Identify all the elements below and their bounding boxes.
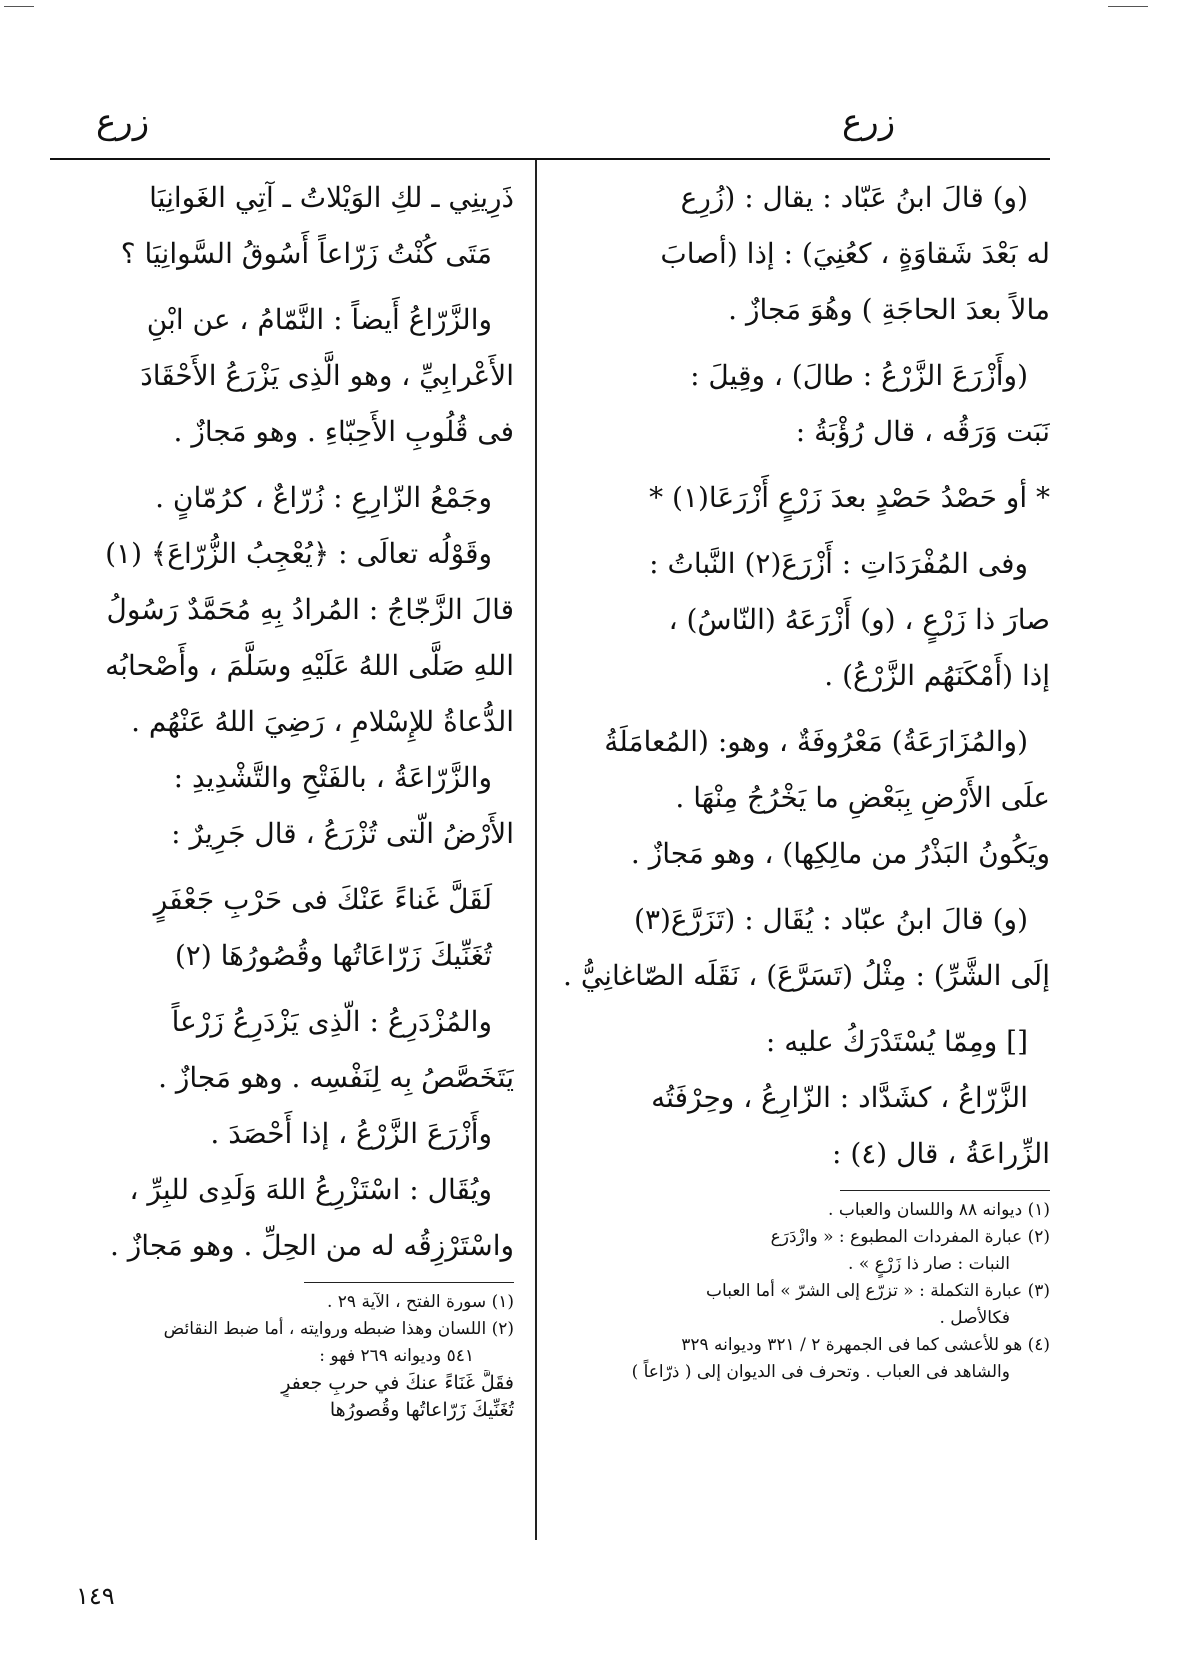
footnote-continuation: والشاهد فى العباب . وتحرف فى الديوان إلى ( ذرّاعاً )	[631, 1362, 1010, 1382]
text-line: ويَكُونُ البَذْرُ من مالِكِها) ، وهو مَجازٌ .	[630, 837, 1050, 870]
text-line: صارَ ذا زَرْعٍ ، (و) أَزْرَعَهُ (النّاسُ) ،	[668, 603, 1050, 636]
text-line: الدُّعاةُ للإِسْلامِ ، رَضِيَ اللهُ عَنْهُم .	[131, 705, 514, 738]
footnote-verse: فقَلَّ غَنَاءً عنكَ في حربِ جعفرٍ	[281, 1372, 514, 1394]
verse-line: تُغَنِّيكَ زَرّاعَاتُها وقُصُورُهَا (٢)	[174, 939, 492, 972]
text-line: علَى الأَرْضِ بِبَعْضِ ما يَخْرُجُ مِنْهَا .	[675, 781, 1050, 814]
text-line: الأَعْرابِيِّ ، وهو الَّذِى يَزْرَعُ الأَحْقَادَ	[140, 359, 514, 392]
footnote: (٢) اللسان وهذا ضبطه وروايته ، أما ضبط النقائض	[163, 1319, 514, 1339]
text-line: وقَوْلُه تعالَى : ﴿يُعْجِبُ الزُّرّاعَ﴾ (١)	[105, 537, 492, 570]
verse-line: لَقَلَّ غَناءً عَنْكَ فى حَرْبِ جَعْفَرٍ	[153, 883, 492, 916]
text-line: وأَزْرَعَ الزَّرْعُ ، إذا أَحْصَدَ .	[210, 1117, 492, 1150]
page-number: ١٤٩	[76, 1582, 115, 1610]
text-line: له بَعْدَ شَقاوَةٍ ، كعُنِيَ) : إذا (أصابَ	[660, 237, 1050, 270]
section-marker-line: [] ومِمّا يُسْتَدْرَكُ عليه :	[765, 1025, 1028, 1058]
text-line: وفى المُفْرَدَاتِ : أَزْرَعَ(٢) النَّباتُ :	[649, 547, 1028, 580]
text-line: (و) قالَ ابنُ عبّاد : يُقَال : (تَزَرَّعَ(٣)	[634, 903, 1028, 936]
text-line: وجَمْعُ الزّارِعِ : زُرّاعٌ ، كرُمّانٍ .	[155, 481, 492, 514]
text-line: والزَّرّاعُ أَيضاً : النَّمّامُ ، عن ابْنِ	[146, 303, 492, 336]
footnote-continuation: النبات : صار ذا زَرْعٍ » .	[848, 1254, 1010, 1274]
text-line: ويُقَال : اسْتَزْرِعُ اللهَ وَلَدِى للبِرِّ ،	[129, 1173, 492, 1206]
text-line: مالاً بعدَ الحاجَةِ ) وهُوَ مَجازٌ .	[728, 293, 1050, 326]
text-line: (والمُزَارَعَةُ) مَعْرُوفَةٌ ، وهو: (المُعامَلَةُ	[604, 725, 1028, 758]
text-line: (وأَزْرَعَ الزَّرْعُ : طالَ) ، وقِيلَ :	[690, 359, 1028, 392]
running-headword-right: زرع	[842, 102, 896, 142]
text-line: الزِّراعَةُ ، قال (٤) :	[831, 1137, 1050, 1170]
text-line: نَبَت وَرَقُه ، قال رُؤْبَةُ :	[795, 415, 1050, 448]
column-divider	[535, 160, 537, 1540]
verse-line: ذَرِينِي ـ لكِ الوَيْلاتُ ـ آتِي الغَوانِيَا	[149, 181, 514, 214]
text-line: والزَّرّاعَةُ ، بالفَتْحِ والتَّشْدِيدِ :	[173, 761, 492, 794]
text-line: (و) قالَ ابنُ عَبّاد : يقال : (زُرِع	[680, 181, 1028, 214]
text-line: إلَى الشَّرِّ) : مِثْلُ (تَسَرَّعَ) ، نَقَلَه الصّاغانِيُّ .	[563, 959, 1050, 992]
text-line: إذا (أَمْكَنَهُم الزَّرْعُ) .	[824, 659, 1050, 692]
footnote: (٣) عبارة التكملة : « تزرّع إلى الشرّ » أما العباب	[706, 1281, 1050, 1301]
right-column	[558, 170, 1050, 1386]
text-line: فى قُلُوبِ الأَحِبّاءِ . وهو مَجازٌ .	[173, 415, 514, 448]
footnote-continuation: فكالأصل .	[939, 1308, 1010, 1328]
footnote: (١) سورة الفتح ، الآية ٢٩ .	[326, 1292, 514, 1312]
scan-edge-mark-right	[1108, 6, 1148, 7]
text-line: يَتَخَصَّصُ بِه لِنَفْسِه . وهو مَجازٌ .	[158, 1061, 514, 1094]
text-line: واسْتَرْزِقُه له من الحِلِّ . وهو مَجازٌ .	[109, 1229, 514, 1262]
text-line: الأَرْضُ الّتى تُزْرَعُ ، قال جَرِيرٌ :	[171, 817, 514, 850]
text-line: والمُزْدَرِعُ : الّذِى يَزْدَرِعُ زَرْعاً	[171, 1005, 492, 1038]
left-column	[52, 170, 514, 1424]
text-line: الزَّرّاعُ ، كشَدَّاد : الزّارِعُ ، وحِرْفَتُه	[651, 1081, 1028, 1114]
footnote-rule	[840, 1190, 1050, 1191]
footnote: (١) ديوانه ٨٨ واللسان والعباب .	[828, 1200, 1050, 1220]
scan-edge-mark-left	[4, 6, 34, 7]
footnote-rule	[304, 1282, 514, 1283]
header-rule	[50, 158, 1050, 160]
footnote: (٢) عبارة المفردات المطبوع : « وازْدَرَع	[770, 1227, 1050, 1247]
footnote-continuation: ٥٤١ وديوانه ٢٦٩ فهو :	[319, 1346, 474, 1366]
verse-line: مَتَى كُنْتُ زَرّاعاً أَسُوقُ السَّوانِيَا ؟	[120, 237, 492, 270]
text-line: اللهِ صَلَّى اللهُ عَلَيْهِ وسَلَّمَ ، وأَصْحابُه	[105, 649, 514, 682]
text-line: قالَ الزَّجّاجُ : المُرادُ بِهِ مُحَمَّدٌ رَسُولُ	[106, 593, 514, 626]
footnote-verse: تُغَنِّيكَ زَرّاعاتُها وقُصورُها	[329, 1399, 514, 1421]
running-headword-left: زرع	[96, 102, 150, 142]
footnote: (٤) هو للأعشى كما فى الجمهرة ٢ / ٣٢١ وديوانه ٣٢٩	[681, 1335, 1050, 1355]
verse-line: * أو حَصْدُ حَصْدٍ بعدَ زَرْعٍ أَزْرَعَا(١) *	[649, 481, 1050, 514]
